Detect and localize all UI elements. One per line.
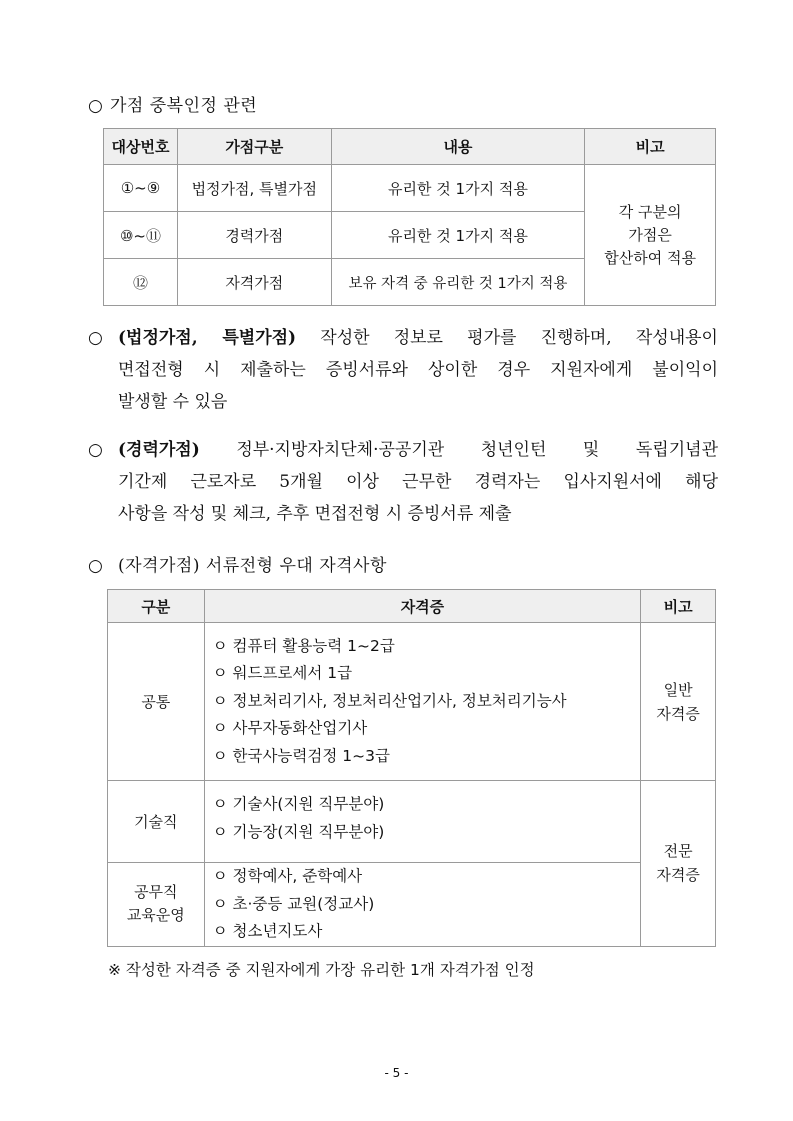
- category-line: 공무직: [134, 883, 178, 902]
- bullet-circle: ○: [88, 96, 104, 116]
- section-3-paragraph: [88, 434, 718, 530]
- header-category: 구분: [108, 590, 205, 623]
- paragraph-line: 정부·지방자치단체·공공기관 청년인턴 및 독립기념관: [236, 440, 718, 460]
- bullet-circle: ○: [88, 440, 103, 460]
- paragraph-line: 발생할 수 있음: [118, 392, 228, 412]
- bonus-overlap-table: [103, 128, 716, 306]
- header-target-number: 대상번호: [104, 129, 178, 165]
- header-certificate: 자격증: [204, 590, 641, 623]
- remark-line: 자격증: [656, 704, 700, 723]
- footnote: ※ 작성한 자격증 중 지원자에게 가장 유리한 1개 자격가점 인정: [108, 961, 535, 979]
- list-item: ㅇ 초·중등 교원(정교사): [212, 894, 375, 913]
- row-number: ⑫: [104, 259, 178, 306]
- special-remark-cell: [641, 781, 716, 947]
- paragraph-line: 사항을 작성 및 체크, 추후 면접전형 시 증빙서류 제출: [118, 504, 512, 524]
- row-content: 유리한 것 1가지 적용: [331, 165, 585, 212]
- section-2-paragraph: [88, 322, 718, 418]
- paragraph-line: 작성한 정보로 평가를 진행하며, 작성내용이: [320, 328, 718, 348]
- paragraph-line: 면접전형 시 제출하는 증빙서류와 상이한 경우 지원자에게 불이익이: [118, 360, 718, 380]
- header-remark: 비고: [641, 590, 716, 623]
- list-item: ㅇ 정학예사, 준학예사: [212, 867, 363, 885]
- page-number: - 5 -: [384, 1066, 409, 1080]
- section-1-title: 가점 중복인정 관련: [110, 96, 258, 116]
- category-cell: 기술직: [108, 781, 205, 863]
- career-bonus-label: (경력가점): [118, 440, 200, 460]
- certificate-list-cell: [204, 781, 641, 863]
- list-item: ㅇ 컴퓨터 활용능력 1~2급: [212, 636, 395, 655]
- category-line: 교육운영: [126, 906, 185, 925]
- remark-line: 각 구분의: [618, 202, 682, 221]
- remark-line: 합산하여 적용: [604, 248, 696, 267]
- list-item: ㅇ 워드프로세서 1급: [212, 664, 353, 683]
- certificate-list-cell: [204, 863, 641, 947]
- table-row: [108, 781, 716, 863]
- section-4-title: (자격가점) 서류전형 우대 자격사항: [118, 556, 387, 576]
- row-type: 경력가점: [177, 212, 331, 259]
- row-number: ⑩~⑪: [104, 212, 178, 259]
- list-item: ㅇ 사무자동화산업기사: [212, 719, 368, 738]
- remark-cell: [585, 165, 716, 306]
- row-number: ①~⑨: [104, 165, 178, 212]
- header-remark: 비고: [585, 129, 716, 165]
- row-type: 법정가점, 특별가점: [177, 165, 331, 212]
- bullet-circle: ○: [88, 556, 104, 576]
- header-bonus-type: 가점구분: [177, 129, 331, 165]
- remark-line: 가점은: [628, 225, 672, 244]
- remark-line: 일반: [663, 680, 693, 699]
- header-content: 내용: [331, 129, 585, 165]
- remark-line: 전문: [663, 842, 693, 861]
- section-4-heading: [88, 551, 387, 576]
- table-row: [108, 623, 716, 781]
- list-item: ㅇ 기술사(지원 직무분야): [212, 795, 385, 813]
- table-row: [108, 863, 716, 947]
- qualification-table: [107, 589, 716, 947]
- list-item: ㅇ 한국사능력검정 1~3급: [212, 746, 390, 765]
- list-item: ㅇ 기능장(지원 직무분야): [212, 822, 385, 841]
- category-cell: [108, 863, 205, 947]
- list-item: ㅇ 청소년지도사: [212, 922, 323, 940]
- bullet-circle: ○: [88, 328, 103, 348]
- row-content: 유리한 것 1가지 적용: [331, 212, 585, 259]
- certificate-list-cell: [204, 623, 641, 781]
- paragraph-line: 기간제 근로자로 5개월 이상 근무한 경력자는 입사지원서에 해당: [118, 472, 718, 492]
- list-item: ㅇ 정보처리기사, 정보처리산업기사, 정보처리기능사: [212, 691, 567, 710]
- row-content: 보유 자격 중 유리한 것 1가지 적용: [331, 259, 585, 306]
- section-1-heading: [88, 91, 257, 116]
- remark-cell: [641, 623, 716, 781]
- legal-bonus-label: (법정가점, 특별가점): [118, 328, 297, 348]
- category-cell: 공통: [108, 623, 205, 781]
- table-row: [104, 165, 716, 212]
- remark-line: 자격증: [656, 866, 700, 885]
- row-type: 자격가점: [177, 259, 331, 306]
